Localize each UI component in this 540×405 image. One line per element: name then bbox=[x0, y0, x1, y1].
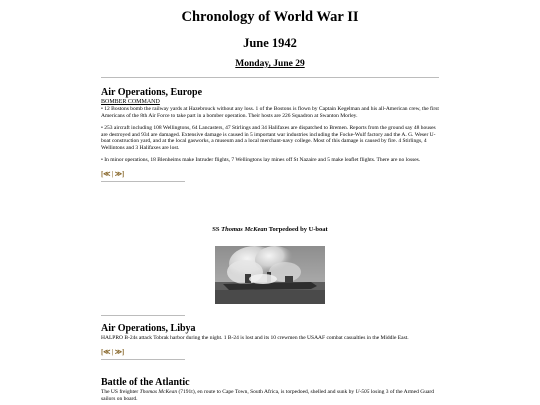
section-divider bbox=[101, 181, 185, 182]
section-title: Air Operations, Europe bbox=[101, 87, 203, 98]
next-link[interactable]: ≫ bbox=[114, 347, 122, 356]
section-divider bbox=[101, 359, 185, 360]
month-title: June 1942 bbox=[243, 36, 297, 50]
paragraph: The US freighter Thomas McKean (7191t), en route to Cape Town, South Africa, is torpedoed, shelled and sunk by U-505 losing 3 of the Armed Guard sailors on board. bbox=[101, 389, 434, 402]
site-title: Chronology of World War II bbox=[181, 9, 359, 25]
section-subtitle: BOMBER COMMAND bbox=[101, 99, 160, 105]
prev-link[interactable]: ≪ bbox=[103, 169, 111, 178]
nav-links: [≪ | ≫] bbox=[101, 347, 125, 356]
section-divider bbox=[101, 315, 185, 316]
paragraph: • 253 aircraft including 108 Wellingtons, 64 Lancasters, 47 Stirlings and 34 Halifaxes are dispatched to Bremen. Reports from the ground say 48 houses are destroyed and 934 are damaged. Extensive damage is caused in 5 important war industries including the Focke-Wulf factory and the A. G. Weser U-boat construction yard, and at the local gasworks, a museum and a local merchant-navy college. Most of this damage is caused by fire. 4 Stirlings, 4 Wellintons and 3 Halifaxes are lost. bbox=[101, 125, 436, 151]
section-title: Battle of the Atlantic bbox=[101, 377, 190, 388]
paragraph: • 12 Bostons bomb the railway yards at Hazebrouck without any loss. 1 of the Bostons is flown by Captain Kegelman and his all-American crew, the first Americans of the 8th Air Force to take part in a bomber operation. Their hosts are 226 Squadron at Swanton Morley. bbox=[101, 106, 439, 119]
section-air-ops-libya bbox=[101, 323, 439, 360]
prev-link[interactable]: ≪ bbox=[103, 347, 111, 356]
section-air-ops-europe bbox=[101, 87, 439, 182]
paragraph: • In minor operations, 18 Blenheims make Intruder flights, 7 Wellingtons lay mines off St Nazaire and 5 make leaflet flights. There are no losses. bbox=[101, 157, 421, 163]
photo-caption: SS Thomas McKean Torpedoed by U-boat bbox=[212, 226, 328, 233]
section-title: Air Operations, Libya bbox=[101, 323, 196, 334]
paragraph: HALPRO B-24s attack Tobrak harbor during the night. 1 B-24 is lost and its 10 crewmen the USAAF combat casualties in the Middle East. bbox=[101, 335, 409, 341]
section-battle-atlantic bbox=[101, 377, 439, 402]
next-link[interactable]: ≫ bbox=[114, 169, 122, 178]
header-divider bbox=[101, 77, 439, 78]
ship-photo-image bbox=[215, 246, 325, 304]
day-title: Monday, June 29 bbox=[235, 59, 305, 69]
nav-links: [≪ | ≫] bbox=[101, 169, 125, 178]
ship-photo bbox=[215, 246, 325, 304]
